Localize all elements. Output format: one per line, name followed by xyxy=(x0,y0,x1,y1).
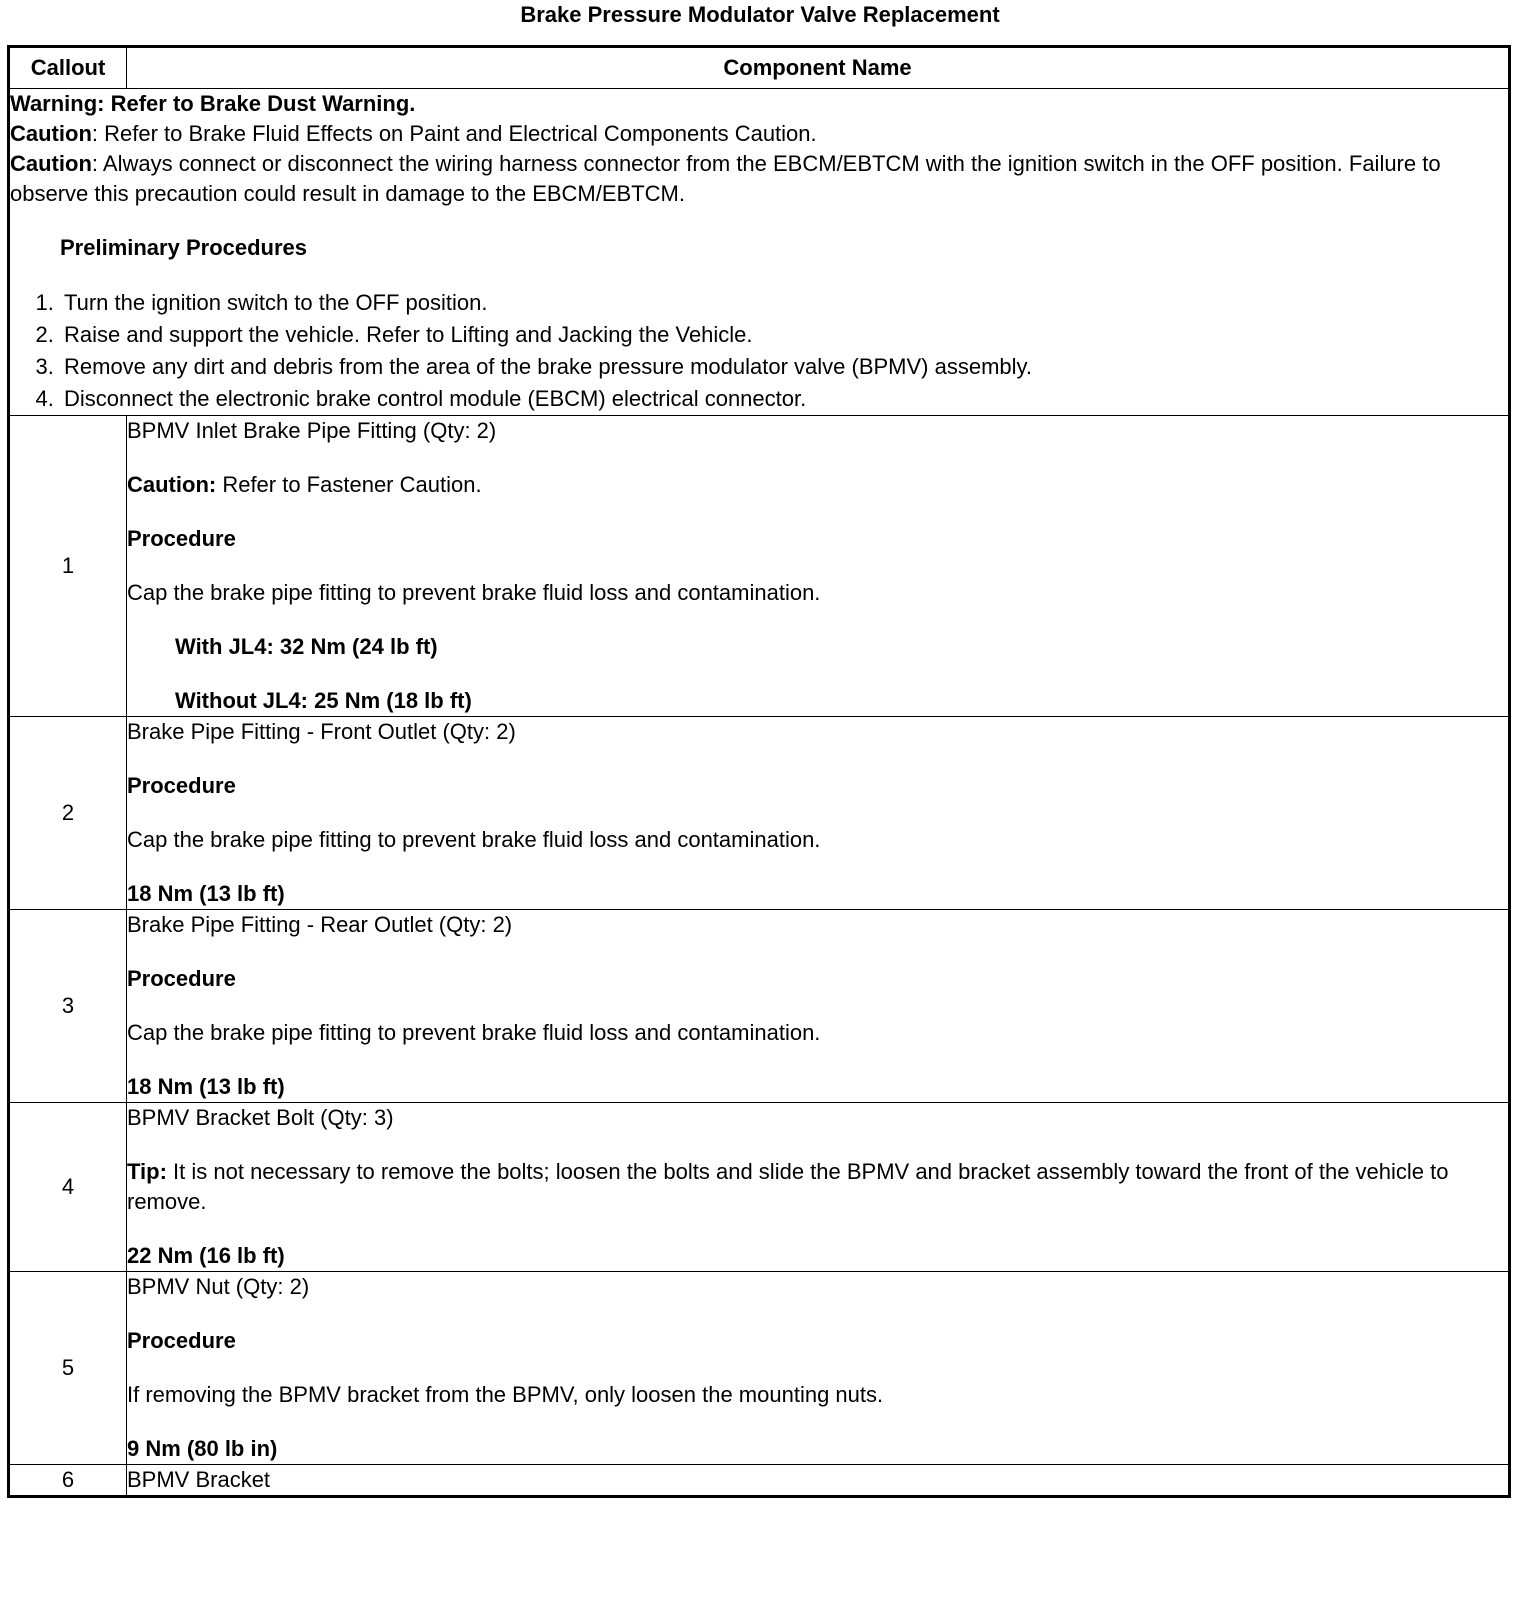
torque-spec: 22 Nm (16 lb ft) xyxy=(127,1243,285,1268)
warning-line xyxy=(10,89,1508,119)
tip-text: It is not necessary to remove the bolts; loosen the bolts and slide the BPMV and bracket assembly toward the front of the vehicle to remove. xyxy=(127,1159,1449,1214)
caution-line-1 xyxy=(10,119,1508,149)
component-cell xyxy=(127,1103,1510,1272)
procedure-label: Procedure xyxy=(127,966,236,991)
component-cell xyxy=(127,910,1510,1103)
table-row xyxy=(9,1465,1510,1497)
component-cell xyxy=(127,1272,1510,1465)
preliminary-step: 4. Disconnect the electronic brake control module (EBCM) electrical connector. xyxy=(60,383,1508,415)
preliminary-row xyxy=(9,89,1510,416)
warning-label: Warning: xyxy=(10,91,105,116)
caution-label: Caution xyxy=(10,121,92,146)
torque-spec: With JL4: 32 Nm (24 lb ft) xyxy=(175,634,438,659)
document-title: Brake Pressure Modulator Valve Replacement xyxy=(520,2,1000,27)
table-row xyxy=(9,1103,1510,1272)
torque-spec: Without JL4: 25 Nm (18 lb ft) xyxy=(175,688,472,713)
torque-spec: 18 Nm (13 lb ft) xyxy=(127,881,285,906)
callout-number: 4 xyxy=(9,1103,127,1272)
component-name: BPMV Inlet Brake Pipe Fitting (Qty: 2) xyxy=(127,418,497,443)
preliminary-step: 1. Turn the ignition switch to the OFF position. xyxy=(60,287,1508,319)
caution-line-2 xyxy=(10,149,1508,209)
callout-number: 2 xyxy=(9,717,127,910)
caution-text: Refer to Fastener Caution. xyxy=(216,472,482,497)
callout-number: 1 xyxy=(9,416,127,717)
callout-number: 6 xyxy=(9,1465,127,1497)
tip-line xyxy=(127,1157,1508,1217)
component-name: BPMV Bracket Bolt (Qty: 3) xyxy=(127,1105,394,1130)
component-cell xyxy=(127,1465,1510,1497)
component-name: Brake Pipe Fitting - Rear Outlet (Qty: 2) xyxy=(127,912,513,937)
preliminary-step: 3. Remove any dirt and debris from the area of the brake pressure modulator valve (BPMV) assembly. xyxy=(60,351,1508,383)
caution-label: Caution xyxy=(10,151,92,176)
tip-label: Tip: xyxy=(127,1159,167,1184)
procedure-table xyxy=(7,45,1511,1498)
procedure-text: Cap the brake pipe fitting to prevent brake fluid loss and contamination. xyxy=(127,827,821,852)
procedure-label: Procedure xyxy=(127,526,236,551)
table-row xyxy=(9,416,1510,717)
caution-label: Caution: xyxy=(127,472,217,497)
preliminary-heading: Preliminary Procedures xyxy=(60,235,308,260)
caution-line xyxy=(127,470,1508,500)
component-name: BPMV Nut (Qty: 2) xyxy=(127,1274,310,1299)
table-row xyxy=(9,1272,1510,1465)
warning-text: Refer to Brake Dust Warning. xyxy=(104,91,416,116)
caution-text: : Refer to Brake Fluid Effects on Paint and Electrical Components Caution. xyxy=(91,121,817,146)
procedure-text: Cap the brake pipe fitting to prevent brake fluid loss and contamination. xyxy=(127,580,821,605)
preliminary-cell xyxy=(9,89,1510,416)
component-name-header: Component Name xyxy=(127,47,1510,89)
header-row xyxy=(9,47,1510,89)
torque-spec: 18 Nm (13 lb ft) xyxy=(127,1074,285,1099)
torque-spec: 9 Nm (80 lb in) xyxy=(127,1436,278,1461)
procedure-text: Cap the brake pipe fitting to prevent brake fluid loss and contamination. xyxy=(127,1020,821,1045)
component-cell xyxy=(127,717,1510,910)
component-name: BPMV Bracket xyxy=(127,1467,271,1492)
table-row xyxy=(9,910,1510,1103)
procedure-label: Procedure xyxy=(127,1328,236,1353)
callout-number: 3 xyxy=(9,910,127,1103)
caution-text: : Always connect or disconnect the wiring harness connector from the EBCM/EBTCM with the ignition switch in the OFF position. Failure to observe this precaution could result in damage to the EBCM/EBTCM. xyxy=(10,151,1441,206)
preliminary-steps xyxy=(10,287,1508,415)
table-row xyxy=(9,717,1510,910)
component-cell xyxy=(127,416,1510,717)
component-name: Brake Pipe Fitting - Front Outlet (Qty: 2) xyxy=(127,719,516,744)
callout-header: Callout xyxy=(9,47,127,89)
procedure-label: Procedure xyxy=(127,773,236,798)
preliminary-step: 2. Raise and support the vehicle. Refer to Lifting and Jacking the Vehicle. xyxy=(60,319,1508,351)
procedure-text: If removing the BPMV bracket from the BPMV, only loosen the mounting nuts. xyxy=(127,1382,884,1407)
callout-number: 5 xyxy=(9,1272,127,1465)
